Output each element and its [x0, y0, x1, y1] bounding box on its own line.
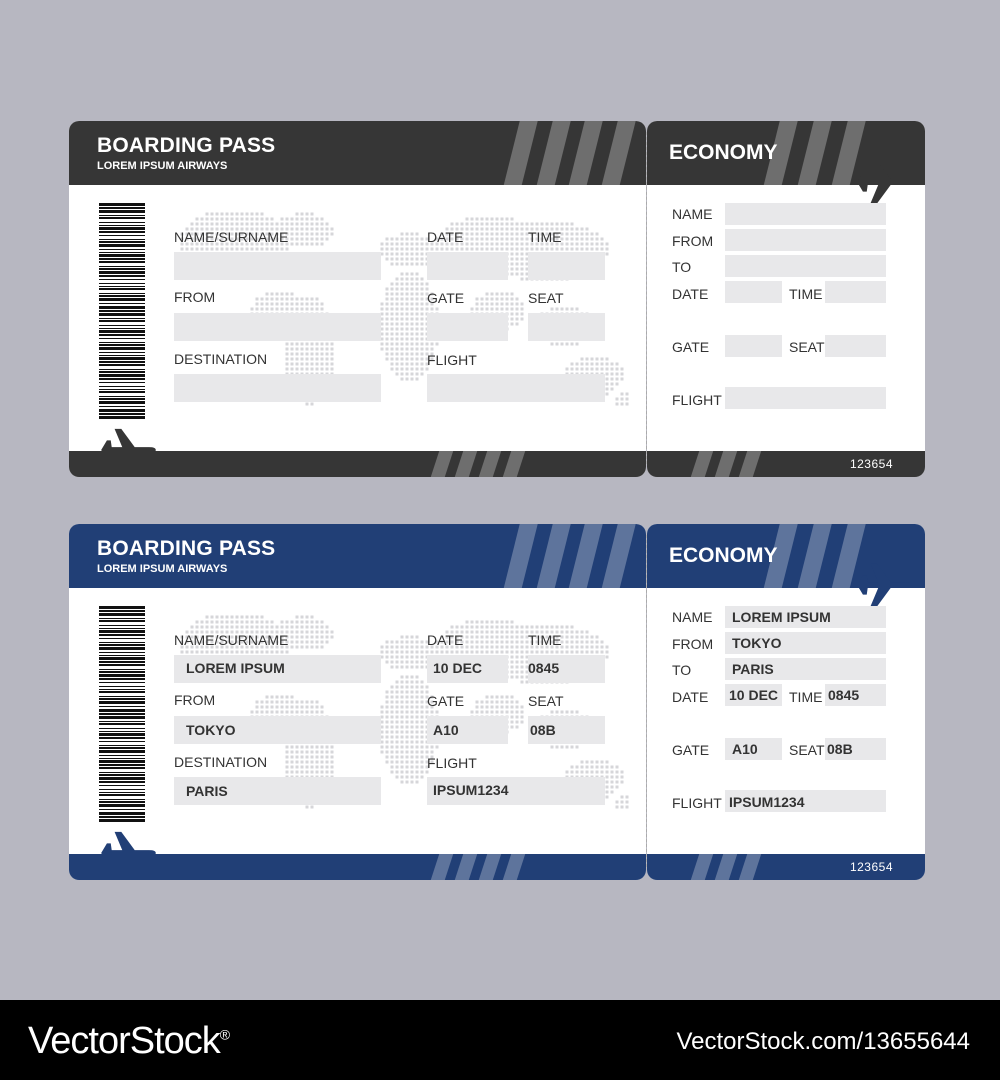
stub-name-value: LOREM IPSUM	[732, 609, 831, 625]
stub-date-label: DATE	[672, 286, 709, 302]
stub-seat-field	[825, 335, 886, 357]
stub-from-field	[725, 229, 886, 251]
stub-name-label: NAME	[672, 609, 713, 625]
stub-flight-label: FLIGHT	[672, 795, 722, 811]
stub-name-field	[725, 203, 886, 225]
boarding-pass-blue	[0, 523, 1000, 883]
ticket-title: BOARDING PASS	[97, 537, 276, 560]
boarding-pass-dark	[0, 120, 1000, 480]
seat-field	[528, 313, 605, 341]
name-label: NAME/SURNAME	[174, 632, 289, 648]
ticket-header	[69, 524, 646, 588]
seat-value: 08B	[530, 722, 556, 738]
stub-seat-label: SEAT	[789, 742, 825, 758]
stub-time-label: TIME	[789, 286, 823, 302]
stub-to-field	[725, 255, 886, 277]
barcode-icon	[99, 606, 145, 824]
stub-gate-label: GATE	[672, 339, 710, 355]
airplane-icon	[855, 562, 913, 608]
ticket-stub	[647, 121, 925, 477]
flight-label: FLIGHT	[427, 755, 477, 771]
vectorstock-logo: VectorStock®	[28, 1020, 230, 1062]
stub-time-value: 0845	[828, 687, 860, 703]
destination-label: DESTINATION	[174, 754, 268, 770]
airline-name: LOREM IPSUM AIRWAYS	[97, 160, 228, 172]
stub-flight-value: IPSUM1234	[729, 794, 805, 810]
ticket-title: BOARDING PASS	[97, 134, 276, 157]
name-value: LOREM IPSUM	[186, 660, 285, 676]
stub-date-value: 10 DEC	[729, 687, 779, 703]
stub-date-label: DATE	[672, 689, 709, 705]
gate-value: A10	[433, 722, 459, 738]
name-field	[174, 252, 381, 280]
class-label: ECONOMY	[669, 544, 778, 567]
serial-number: 123654	[849, 860, 893, 874]
stub-gate-label: GATE	[672, 742, 710, 758]
airplane-icon	[855, 159, 913, 205]
ticket-main-section	[69, 121, 646, 477]
date-label: DATE	[427, 229, 464, 245]
gate-label: GATE	[427, 693, 465, 709]
time-label: TIME	[528, 632, 562, 648]
stub-to-value: PARIS	[732, 661, 774, 677]
stub-date-field	[725, 281, 782, 303]
destination-value: PARIS	[186, 783, 228, 799]
watermark-bar	[0, 1000, 1000, 1080]
stub-from-value: TOKYO	[732, 635, 782, 651]
ticket-stub	[647, 524, 925, 880]
stub-seat-label: SEAT	[789, 339, 825, 355]
stub-to-label: TO	[672, 259, 692, 275]
from-label: FROM	[174, 692, 216, 708]
seat-label: SEAT	[528, 290, 564, 306]
time-value: 0845	[528, 660, 560, 676]
serial-number: 123654	[849, 457, 893, 471]
airline-name: LOREM IPSUM AIRWAYS	[97, 563, 228, 575]
flight-value: IPSUM1234	[433, 782, 509, 798]
date-label: DATE	[427, 632, 464, 648]
gate-label: GATE	[427, 290, 465, 306]
date-field	[427, 252, 508, 280]
ticket-footer	[69, 854, 646, 880]
stub-name-label: NAME	[672, 206, 713, 222]
from-value: TOKYO	[186, 722, 236, 738]
watermark-url: VectorStock.com/13655644	[676, 1028, 970, 1055]
stub-seat-value: 08B	[827, 741, 853, 757]
class-label: ECONOMY	[669, 141, 778, 164]
time-field	[528, 252, 605, 280]
flight-field	[427, 374, 605, 402]
stub-to-label: TO	[672, 662, 692, 678]
date-value: 10 DEC	[433, 660, 483, 676]
stub-gate-field	[725, 335, 782, 357]
destination-label: DESTINATION	[174, 351, 268, 367]
stub-footer	[647, 854, 925, 880]
ticket-main-section	[69, 524, 646, 880]
name-label: NAME/SURNAME	[174, 229, 289, 245]
flight-label: FLIGHT	[427, 352, 477, 368]
stub-time-field	[825, 281, 886, 303]
destination-field	[174, 374, 381, 402]
time-label: TIME	[528, 229, 562, 245]
stub-flight-field	[725, 387, 886, 409]
stub-footer	[647, 451, 925, 477]
stub-gate-value: A10	[732, 741, 758, 757]
from-label: FROM	[174, 289, 216, 305]
ticket-footer	[69, 451, 646, 477]
stub-from-label: FROM	[672, 233, 714, 249]
seat-label: SEAT	[528, 693, 564, 709]
stub-time-label: TIME	[789, 689, 823, 705]
ticket-header	[69, 121, 646, 185]
stub-from-label: FROM	[672, 636, 714, 652]
from-field	[174, 313, 381, 341]
barcode-icon	[99, 203, 145, 421]
stub-flight-label: FLIGHT	[672, 392, 722, 408]
gate-field	[427, 313, 508, 341]
